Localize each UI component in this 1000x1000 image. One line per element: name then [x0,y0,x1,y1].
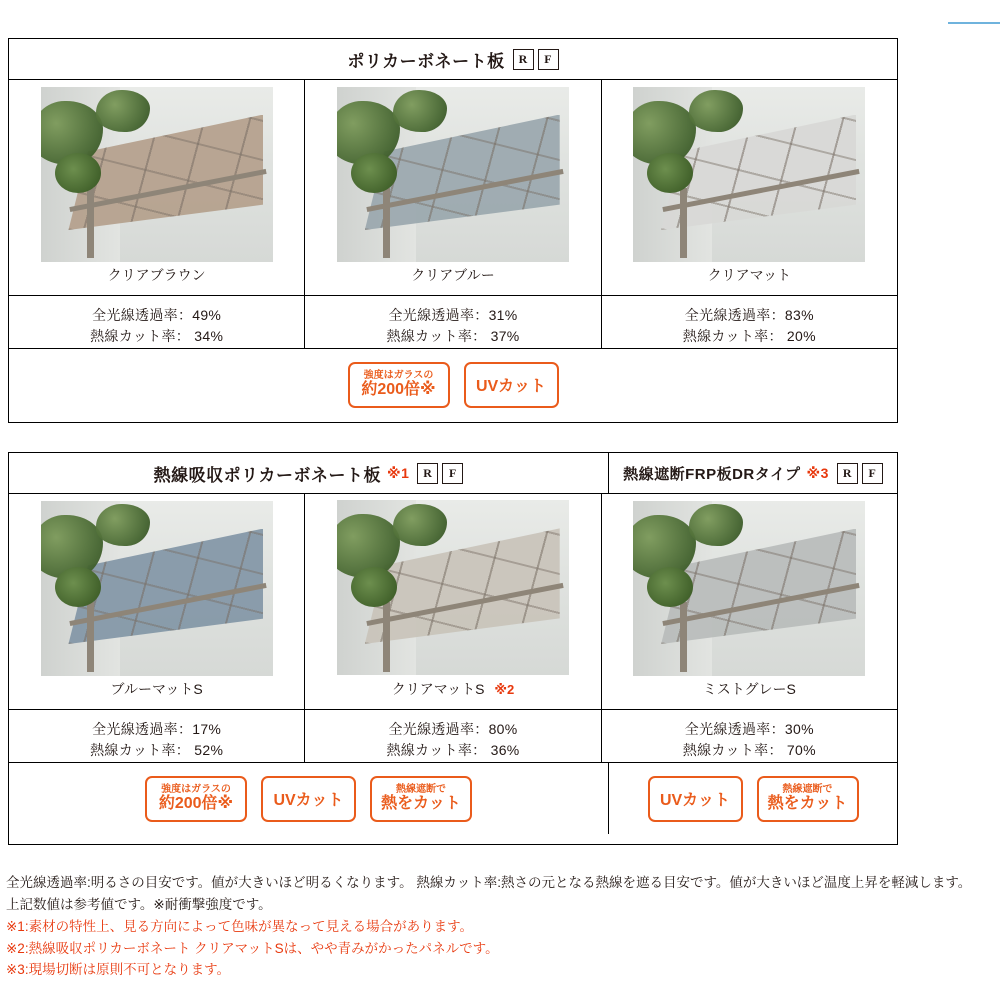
badge-uv-cut [261,776,356,822]
panel2-columns [9,494,897,762]
carport-illustration [633,501,865,676]
footnote-line-2: 上記数値は参考値です。※耐衝撃強度です。 [6,896,272,912]
panel2-badges-left [9,763,609,834]
product-card-mist-gray-s [602,494,897,762]
product-photo [9,494,304,676]
panel1-columns [9,80,897,348]
rf-marks-right [837,463,883,484]
spec-transmittance: 全光線透過率：30% [684,720,814,737]
rf-marks [513,49,559,70]
product-caption: クリアブルー [305,262,600,296]
spec-transmittance: 全光線透過率：80% [388,720,518,737]
spec-heatcut: 熱線カット率： 36% [386,742,520,759]
r-mark: R [837,463,858,484]
product-specs [305,296,600,348]
product-specs [602,296,897,348]
panel2-header-right [609,453,897,493]
r-mark: R [513,49,534,70]
panel-heat-absorbing [8,452,898,845]
product-specs [9,296,304,348]
panel1-header [9,39,897,80]
panel-polycarbonate [8,38,898,423]
footnote-note-1: ※1:素材の特性上、見る方向によって色味が異なって見える場合があります。 [6,918,473,934]
spec-transmittance: 全光線透過率：17% [92,720,222,737]
badge-label: UVカット [475,378,547,395]
product-photo [9,80,304,262]
badge-heat-cut [757,776,859,822]
spec-heatcut: 熱線カット率： 70% [682,742,816,759]
product-card-clear-brown [9,80,305,348]
f-mark: F [538,49,559,70]
product-specs [9,710,304,762]
product-card-clear-blue [305,80,601,348]
panel1-badge-row [9,348,897,420]
panel2-title-left: 熱線吸収ポリカーボネート板 [153,465,381,485]
badge-uv-cut [648,776,743,822]
footnote-line-1: 全光線透過率:明るさの目安です。値が大きいほど明るくなります。 熱線カット率:熱さの元となる熱線を遮る目安です。値が大きいほど温度上昇を軽減します。 [6,875,972,890]
product-caption: ミストグレーS [602,676,897,710]
spec-heatcut: 熱線カット率： 37% [386,328,520,345]
badge-line1: 強度はガラスの [363,369,434,381]
f-mark: F [862,463,883,484]
panel2-badge-row [9,762,897,834]
badge-line2: 熱をカット [767,795,848,813]
badge-label: UVカット [659,792,731,809]
product-photo [305,80,600,262]
caption-text: クリアマットS [391,680,485,697]
top-accent-line [948,22,1000,24]
product-caption: ブルーマットS [9,676,304,710]
panel1-title: ポリカーボネート板 [347,51,505,71]
badge-uv-cut [464,362,559,408]
footnotes [6,872,996,981]
carport-illustration [633,87,865,262]
f-mark: F [442,463,463,484]
panel2-right-note: ※3 [806,464,829,481]
product-card-clear-matte-s [305,494,601,762]
panel2-badges-right [609,763,897,834]
carport-illustration [337,87,569,262]
product-photo [305,494,600,676]
spec-heatcut: 熱線カット率： 34% [90,328,224,345]
carport-illustration [41,501,273,676]
footnote-note-3: ※3:現場切断は原則不可となります。 [6,962,230,978]
badge-line1: 熱線遮断で [782,783,833,795]
badge-line1: 熱線遮断で [396,783,446,795]
product-photo [602,80,897,262]
badge-label: UVカット [273,792,344,809]
product-caption: クリアマット [602,262,897,296]
footnote-note-2: ※2:熱線吸収ポリカーボネート クリアマットSは、やや青みがかったパネルです。 [6,940,499,956]
r-mark: R [417,463,438,484]
spec-transmittance: 全光線透過率：83% [684,306,814,323]
badge-line2: 約200倍※ [361,381,436,399]
spec-heatcut: 熱線カット率： 52% [90,742,224,759]
spec-heatcut: 熱線カット率： 20% [682,328,816,345]
badge-heat-cut [370,776,472,822]
panel2-header [9,453,897,494]
carport-illustration [337,500,569,675]
badge-strength [348,362,450,408]
badge-line2: 約200倍※ [158,795,234,813]
spec-transmittance: 全光線透過率：49% [92,306,222,323]
product-caption [305,676,600,710]
badge-line1: 強度はガラスの [161,783,231,795]
product-specs [602,710,897,762]
product-card-clear-matte [602,80,897,348]
badge-line2: 熱をカット [381,795,461,813]
spec-transmittance: 全光線透過率：31% [388,306,518,323]
product-card-blue-matte-s [9,494,305,762]
panel1-badges [9,349,897,420]
product-photo [602,494,897,676]
caption-note: ※2 [494,681,515,697]
rf-marks-left [417,463,463,484]
panel2-title-right: 熱線遮断FRP板DRタイプ [623,465,801,483]
panel2-left-note: ※1 [386,464,410,481]
badge-strength [145,776,247,822]
product-specs [305,710,600,762]
product-caption: クリアブラウン [9,262,304,296]
carport-illustration [41,87,273,262]
panel2-header-left [9,453,609,493]
